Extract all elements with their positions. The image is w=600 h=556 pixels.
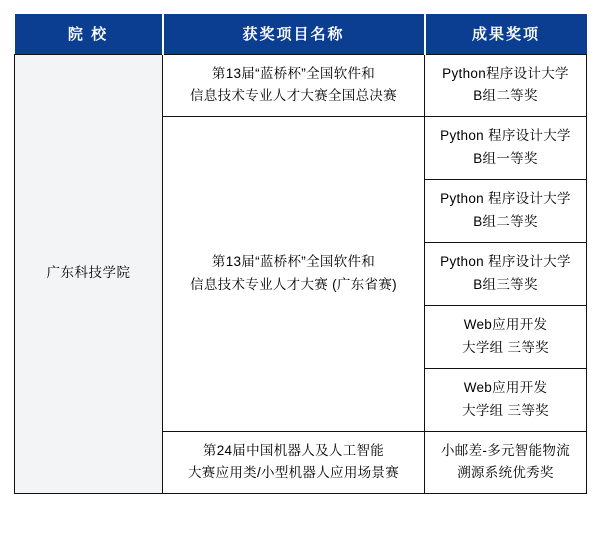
cell-school <box>15 54 163 494</box>
table-header <box>15 14 587 54</box>
cell-award-3: Python 程序设计大学 B组二等奖 <box>425 180 587 243</box>
school-name: 广东科技学院 <box>46 265 131 281</box>
cell-award-5: Web应用开发 大学组 三等奖 <box>425 305 587 368</box>
table-body <box>15 54 587 494</box>
column-header-award: 成果奖项 <box>425 14 587 54</box>
cell-award-2: Python 程序设计大学 B组一等奖 <box>425 117 587 180</box>
table-header-row <box>15 14 587 54</box>
cell-project-2: 第13届“蓝桥杯”全国软件和 信息技术专业人才大赛 (广东省赛) <box>163 117 425 431</box>
column-header-school: 院 校 <box>15 14 163 54</box>
cell-award-6: Web应用开发 大学组 三等奖 <box>425 368 587 431</box>
column-header-project: 获奖项目名称 <box>163 14 425 54</box>
cell-award-7: 小邮差-多元智能物流 溯源系统优秀奖 <box>425 431 587 494</box>
cell-project-1: 第13届“蓝桥杯”全国软件和 信息技术专业人才大赛全国总决赛 <box>163 54 425 117</box>
cell-project-3: 第24届中国机器人及人工智能 大赛应用类/小型机器人应用场景赛 <box>163 431 425 494</box>
table-row <box>15 54 587 117</box>
cell-award-1: Python程序设计大学 B组二等奖 <box>425 54 587 117</box>
cell-award-4: Python 程序设计大学 B组三等奖 <box>425 243 587 306</box>
award-table <box>14 14 587 494</box>
